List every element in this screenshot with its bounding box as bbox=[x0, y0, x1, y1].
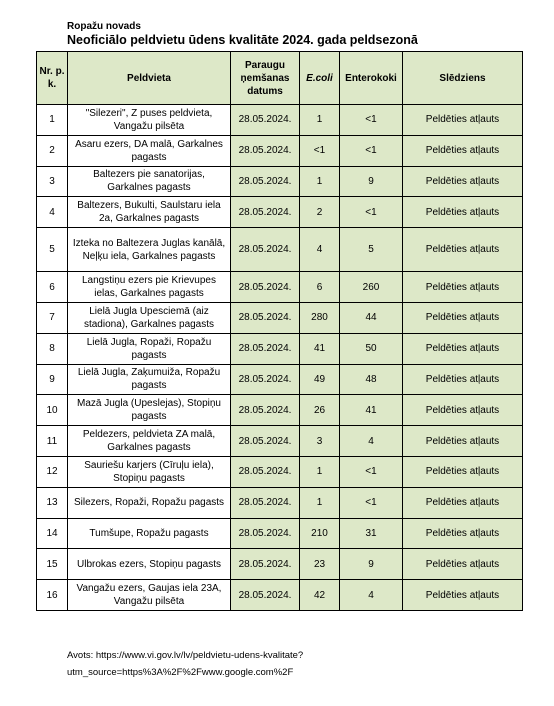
row-number: 2 bbox=[37, 135, 68, 166]
row-number: 4 bbox=[37, 197, 68, 228]
sample-date: 28.05.2024. bbox=[231, 302, 300, 333]
place-name: Langstiņu ezers pie Krievupes ielas, Garkalnes pagasts bbox=[68, 272, 231, 303]
table-row bbox=[37, 364, 523, 395]
enterococci-value: <1 bbox=[340, 456, 403, 487]
table-row bbox=[37, 456, 523, 487]
place-name: Mazā Jugla (Upeslejas), Stopiņu pagasts bbox=[68, 395, 231, 426]
place-name: Lielā Jugla Upesciemā (aiz stadiona), Garkalnes pagasts bbox=[68, 302, 231, 333]
conclusion-value: Peldēties atļauts bbox=[403, 197, 523, 228]
conclusion-value: Peldēties atļauts bbox=[403, 272, 523, 303]
place-name: Vangažu ezers, Gaujas iela 23A, Vangažu pilsēta bbox=[68, 580, 231, 611]
ecoli-value: 42 bbox=[300, 580, 340, 611]
conclusion-value: Peldēties atļauts bbox=[403, 580, 523, 611]
enterococci-value: 48 bbox=[340, 364, 403, 395]
ecoli-value: 6 bbox=[300, 272, 340, 303]
table-row bbox=[37, 580, 523, 611]
place-name: Peldezers, peldvieta ZA malā, Garkalnes pagasts bbox=[68, 426, 231, 457]
table-header-row bbox=[37, 52, 523, 105]
table-row bbox=[37, 426, 523, 457]
enterococci-value: 50 bbox=[340, 333, 403, 364]
enterococci-value: <1 bbox=[340, 197, 403, 228]
table-row bbox=[37, 228, 523, 272]
sample-date: 28.05.2024. bbox=[231, 228, 300, 272]
ecoli-value: 23 bbox=[300, 549, 340, 580]
ecoli-value: 2 bbox=[300, 197, 340, 228]
sample-date: 28.05.2024. bbox=[231, 364, 300, 395]
row-number: 3 bbox=[37, 166, 68, 197]
place-name: Izteka no Baltezera Juglas kanālā, Neļķu iela, Garkalnes pagasts bbox=[68, 228, 231, 272]
table-row bbox=[37, 135, 523, 166]
enterococci-value: 9 bbox=[340, 166, 403, 197]
water-quality-table bbox=[36, 51, 523, 611]
place-name: Baltezers, Bukulti, Saulstaru iela 2a, Garkalnes pagasts bbox=[68, 197, 231, 228]
sample-date: 28.05.2024. bbox=[231, 395, 300, 426]
enterococci-value: <1 bbox=[340, 487, 403, 518]
table-row bbox=[37, 333, 523, 364]
row-number: 8 bbox=[37, 333, 68, 364]
place-name: Silezers, Ropaži, Ropažu pagasts bbox=[68, 487, 231, 518]
conclusion-value: Peldēties atļauts bbox=[403, 364, 523, 395]
table-row bbox=[37, 105, 523, 136]
place-name: Ulbrokas ezers, Stopiņu pagasts bbox=[68, 549, 231, 580]
enterococci-value: 260 bbox=[340, 272, 403, 303]
conclusion-value: Peldēties atļauts bbox=[403, 426, 523, 457]
col-header-place: Peldvieta bbox=[68, 52, 231, 105]
table-row bbox=[37, 197, 523, 228]
enterococci-value: 4 bbox=[340, 426, 403, 457]
place-name: Asaru ezers, DA malā, Garkalnes pagasts bbox=[68, 135, 231, 166]
conclusion-value: Peldēties atļauts bbox=[403, 166, 523, 197]
sample-date: 28.05.2024. bbox=[231, 518, 300, 549]
ecoli-value: 1 bbox=[300, 166, 340, 197]
col-header-nr: Nr. p. k. bbox=[37, 52, 68, 105]
place-name: "Silezeri", Z puses peldvieta, Vangažu pilsēta bbox=[68, 105, 231, 136]
row-number: 6 bbox=[37, 272, 68, 303]
row-number: 14 bbox=[37, 518, 68, 549]
ecoli-value: 1 bbox=[300, 456, 340, 487]
place-name: Lielā Jugla, Ropaži, Ropažu pagasts bbox=[68, 333, 231, 364]
sample-date: 28.05.2024. bbox=[231, 426, 300, 457]
sample-date: 28.05.2024. bbox=[231, 135, 300, 166]
sample-date: 28.05.2024. bbox=[231, 333, 300, 364]
enterococci-value: <1 bbox=[340, 135, 403, 166]
ecoli-value: 26 bbox=[300, 395, 340, 426]
table-row bbox=[37, 549, 523, 580]
sample-date: 28.05.2024. bbox=[231, 456, 300, 487]
ecoli-value: 210 bbox=[300, 518, 340, 549]
source-note: Avots: https://www.vi.gov.lv/lv/peldvietu-udens-kvalitate?utm_source=https%3A%2F%2Fwww.google.com%2F bbox=[67, 650, 304, 678]
enterococci-value: 9 bbox=[340, 549, 403, 580]
place-name: Sauriešu karjers (Cīruļu iela), Stopiņu pagasts bbox=[68, 456, 231, 487]
sample-date: 28.05.2024. bbox=[231, 166, 300, 197]
sample-date: 28.05.2024. bbox=[231, 105, 300, 136]
col-header-conclusion: Slēdziens bbox=[403, 52, 523, 105]
col-header-date: Paraugu ņemšanas datums bbox=[231, 52, 300, 105]
table-row bbox=[37, 518, 523, 549]
municipality-label: Ropažu novads bbox=[67, 21, 141, 32]
ecoli-value: 1 bbox=[300, 105, 340, 136]
sample-date: 28.05.2024. bbox=[231, 580, 300, 611]
document-title: Neoficiālo peldvietu ūdens kvalitāte 2024. gada peldsezonā bbox=[67, 33, 418, 47]
sample-date: 28.05.2024. bbox=[231, 487, 300, 518]
row-number: 5 bbox=[37, 228, 68, 272]
conclusion-value: Peldēties atļauts bbox=[403, 105, 523, 136]
enterococci-value: <1 bbox=[340, 105, 403, 136]
table-row bbox=[37, 395, 523, 426]
row-number: 15 bbox=[37, 549, 68, 580]
row-number: 10 bbox=[37, 395, 68, 426]
row-number: 7 bbox=[37, 302, 68, 333]
conclusion-value: Peldēties atļauts bbox=[403, 302, 523, 333]
sample-date: 28.05.2024. bbox=[231, 549, 300, 580]
ecoli-value: 3 bbox=[300, 426, 340, 457]
row-number: 9 bbox=[37, 364, 68, 395]
table-row bbox=[37, 302, 523, 333]
sample-date: 28.05.2024. bbox=[231, 272, 300, 303]
conclusion-value: Peldēties atļauts bbox=[403, 518, 523, 549]
ecoli-value: 280 bbox=[300, 302, 340, 333]
row-number: 11 bbox=[37, 426, 68, 457]
conclusion-value: Peldēties atļauts bbox=[403, 456, 523, 487]
ecoli-value: 4 bbox=[300, 228, 340, 272]
conclusion-value: Peldēties atļauts bbox=[403, 487, 523, 518]
place-name: Baltezers pie sanatorijas, Garkalnes pagasts bbox=[68, 166, 231, 197]
table-row bbox=[37, 487, 523, 518]
ecoli-value: 49 bbox=[300, 364, 340, 395]
row-number: 13 bbox=[37, 487, 68, 518]
col-header-enterococci: Enterokoki bbox=[340, 52, 403, 105]
col-header-ecoli: E.coli bbox=[300, 52, 340, 105]
conclusion-value: Peldēties atļauts bbox=[403, 549, 523, 580]
conclusion-value: Peldēties atļauts bbox=[403, 135, 523, 166]
enterococci-value: 44 bbox=[340, 302, 403, 333]
enterococci-value: 4 bbox=[340, 580, 403, 611]
row-number: 1 bbox=[37, 105, 68, 136]
table-row bbox=[37, 166, 523, 197]
ecoli-value: 1 bbox=[300, 487, 340, 518]
enterococci-value: 5 bbox=[340, 228, 403, 272]
conclusion-value: Peldēties atļauts bbox=[403, 228, 523, 272]
conclusion-value: Peldēties atļauts bbox=[403, 333, 523, 364]
place-name: Lielā Jugla, Zaķumuiža, Ropažu pagasts bbox=[68, 364, 231, 395]
ecoli-value: 41 bbox=[300, 333, 340, 364]
row-number: 12 bbox=[37, 456, 68, 487]
row-number: 16 bbox=[37, 580, 68, 611]
enterococci-value: 41 bbox=[340, 395, 403, 426]
ecoli-value: <1 bbox=[300, 135, 340, 166]
enterococci-value: 31 bbox=[340, 518, 403, 549]
conclusion-value: Peldēties atļauts bbox=[403, 395, 523, 426]
table-row bbox=[37, 272, 523, 303]
sample-date: 28.05.2024. bbox=[231, 197, 300, 228]
place-name: Tumšupe, Ropažu pagasts bbox=[68, 518, 231, 549]
